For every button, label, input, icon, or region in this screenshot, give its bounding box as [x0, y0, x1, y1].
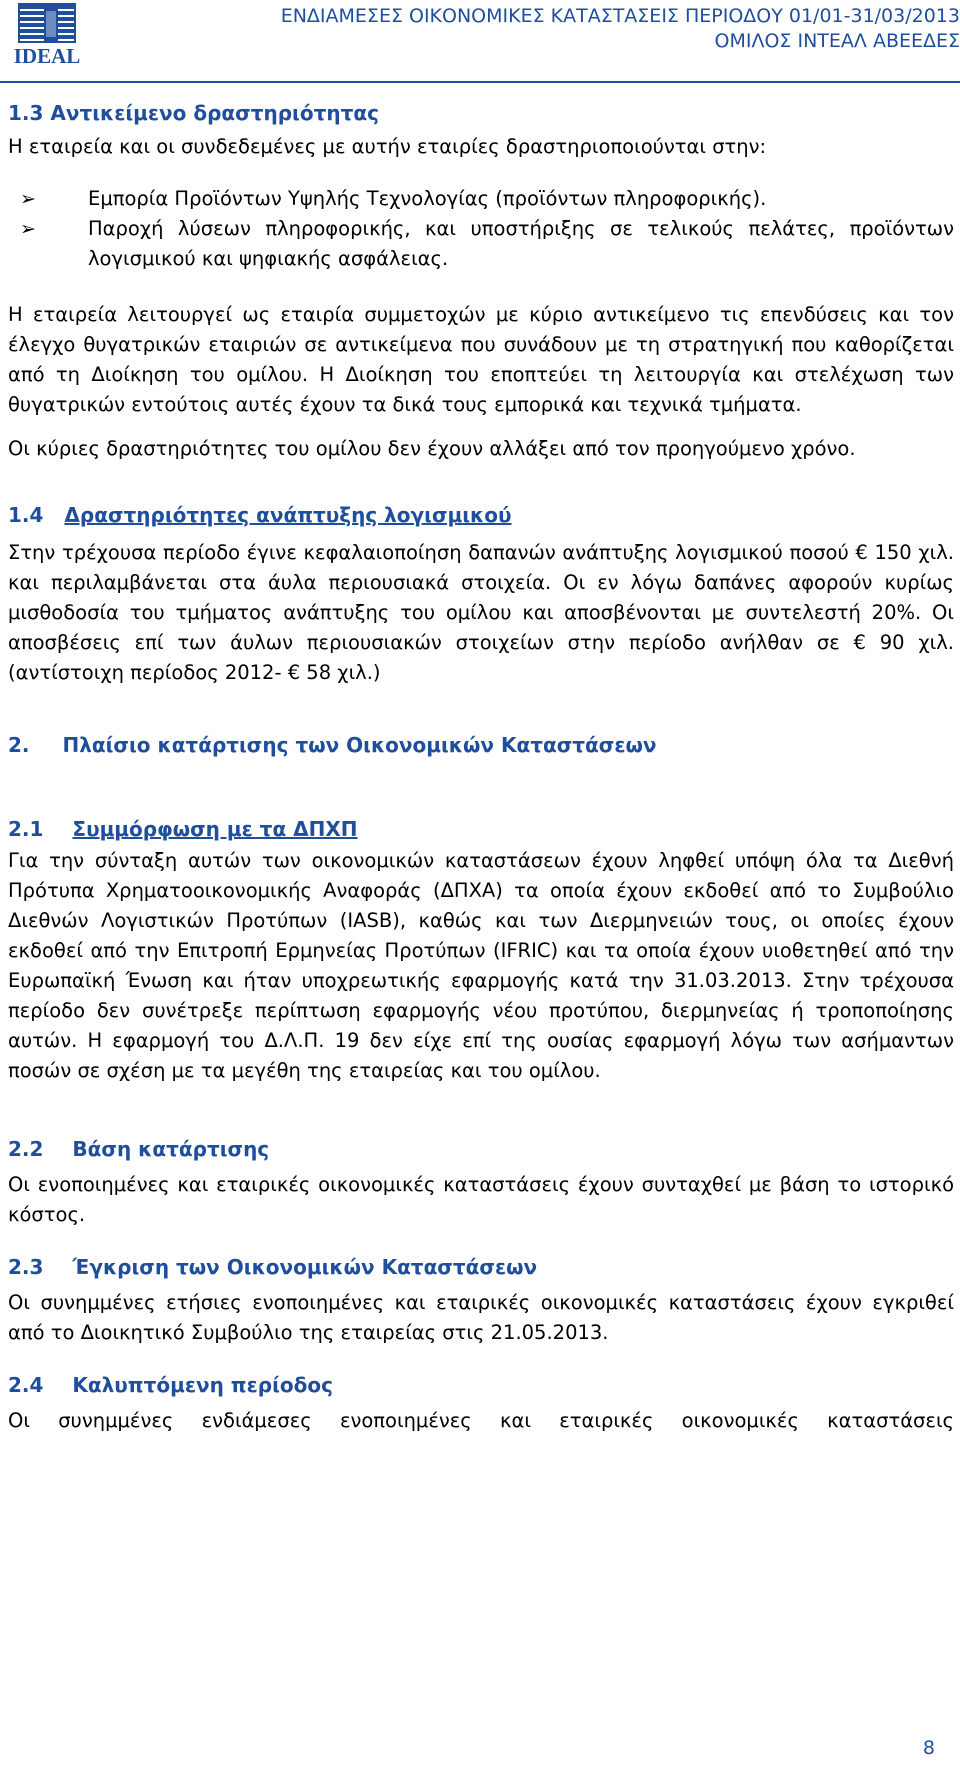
section-title: Δραστηριότητες ανάπτυξης λογισμικού — [64, 503, 512, 527]
header-rule — [0, 81, 960, 83]
section-1-3-intro: Η εταιρεία και οι συνδεδεμένες με αυτήν εταιρίες δραστηριοποιούνται στην: — [8, 135, 767, 158]
activities-list — [8, 184, 954, 274]
section-number: 2.1 — [8, 817, 44, 841]
section-2-4-heading — [8, 1370, 954, 1400]
section-title: Πλαίσιο κατάρτισης των Οικονομικών Καταστάσεων — [62, 733, 657, 757]
svg-text:IDEAL: IDEAL — [13, 44, 81, 67]
section-2-4-paragraph: Οι συνημμένες ενδιάμεσες ενοποιημένες και εταιρικές οικονομικές καταστάσεις — [8, 1409, 954, 1432]
section-title: Καλυπτόμενη περίοδος — [72, 1373, 333, 1397]
list-item: ➢ Εμπορία Προϊόντων Υψηλής Τεχνολογίας (προϊόντων πληροφορικής). — [8, 184, 954, 214]
arrow-bullet-icon: ➢ — [20, 218, 36, 240]
page-number: 8 — [922, 1737, 935, 1759]
section-1-4-paragraph: Στην τρέχουσα περίοδο έγινε κεφαλαιοποίηση δαπανών ανάπτυξης λογισμικού ποσού € 150 χιλ. και περιλαμβάνεται στα άυλα περιουσιακά στοιχεία. Οι εν λόγω δαπάνες αφορούν κυρίως μισθοδοσία του τμήματος ανάπτυξης του ομίλου και αποσβένονται με συντελεστή 20%. Οι αποσβέσεις επί των άυλων περιουσιακών στοιχείων στην περίοδο ανήλθαν σε € 90 χιλ. (αντίστοιχη περίοδος 2012- € 58 χιλ.) — [8, 541, 954, 684]
section-1-3-heading: 1.3 Αντικείμενο δραστηριότητας — [8, 101, 379, 125]
section-1-3-paragraph: Οι κύριες δραστηριότητες του ομίλου δεν έχουν αλλάξει από τον προηγούμενο χρόνο. — [8, 437, 856, 460]
section-2-3-paragraph: Οι συνημμένες ετήσιες ενοποιημένες και εταιρικές οικονομικές καταστάσεις έχουν εγκριθεί από το Διοικητικό Συμβούλιο της εταιρείας στις 21.05.2013. — [8, 1291, 954, 1344]
section-2-1-heading — [8, 814, 954, 844]
section-title: Συμμόρφωση με τα ΔΠΧΠ — [72, 817, 358, 841]
ideal-logo — [8, 3, 86, 67]
header-company: ΟΜΙΛΟΣ ΙΝΤΕΑΛ ΑΒΕΕΔΕΣ — [714, 30, 960, 52]
section-1-4-heading — [8, 500, 954, 530]
section-number: 2.3 — [8, 1255, 44, 1279]
section-number: 2.2 — [8, 1137, 44, 1161]
section-2-1-paragraph: Για την σύνταξη αυτών των οικονομικών καταστάσεων έχουν ληφθεί υπόψη όλα τα Διεθνή Πρότυπα Χρηματοοικονομικής Αναφοράς (ΔΠΧΑ) τα οποία έχουν εκδοθεί από το Συμβούλιο Διεθνών Λογιστικών Προτύπων (IASB), καθώς και των Διερμηνειών τους, οι οποίες έχουν εκδοθεί από την Επιτροπή Ερμηνείας Προτύπων (IFRIC) και τα οποία έχουν υιοθετηθεί από την Ευρωπαϊκή Ένωση και ήταν υποχρεωτικής εφαρμογής κατά την 31.03.2013. Στην τρέχουσα περίοδο δεν συνέτρεξε περίπτωση εφαρμογής νέου προτύπου, διερμηνείας ή τροποποίησης αυτών. Η εφαρμογή του Δ.Λ.Π. 19 δεν είχε επί της ουσίας εφαρμογή λόγω των ασήμαντων ποσών σε σχέση με τα μεγέθη της εταιρείας και του ομίλου. — [8, 849, 954, 1082]
section-title: Βάση κατάρτισης — [72, 1137, 270, 1161]
section-number: 2.4 — [8, 1373, 44, 1397]
document-body — [8, 98, 954, 1436]
section-number: 1.4 — [8, 503, 44, 527]
section-1-3-paragraph: Η εταιρεία λειτουργεί ως εταιρία συμμετοχών με κύριο αντικείμενο τις επενδύσεις και τον έλεγχο θυγατρικών εταιριών σε αντικείμενα που συνάδουν με τη στρατηγική που καθορίζεται από τη Διοίκηση του ομίλου. Η Διοίκηση του εποπτεύει τη λειτουργία και στελέχωση των θυγατρικών εντούτοις αυτές έχουν τα δικά τους εμπορικά και τεχνικά τμήματα. — [8, 303, 954, 416]
section-2-2-heading — [8, 1134, 954, 1164]
section-number: 2. — [8, 733, 30, 757]
list-item: ➢ Παροχή λύσεων πληροφορικής, και υποστήριξης σε τελικούς πελάτες, προϊόντων λογισμικού και ψηφιακής ασφάλειας. — [8, 214, 954, 274]
section-2-2-paragraph: Οι ενοποιημένες και εταιρικές οικονομικές καταστάσεις έχουν συνταχθεί με βάση το ιστορικό κόστος. — [8, 1173, 954, 1226]
section-2-heading — [8, 730, 954, 760]
section-2-3-heading — [8, 1252, 954, 1282]
header-title: ΕΝΔΙΑΜΕΣΕΣ ΟΙΚΟΝΟΜΙΚΕΣ ΚΑΤΑΣΤΑΣΕΙΣ ΠΕΡΙΟΔΟΥ 01/01-31/03/2013 — [280, 5, 960, 27]
page-header — [0, 0, 960, 82]
section-title: Έγκριση των Οικονομικών Καταστάσεων — [72, 1255, 538, 1279]
arrow-bullet-icon: ➢ — [20, 188, 36, 210]
